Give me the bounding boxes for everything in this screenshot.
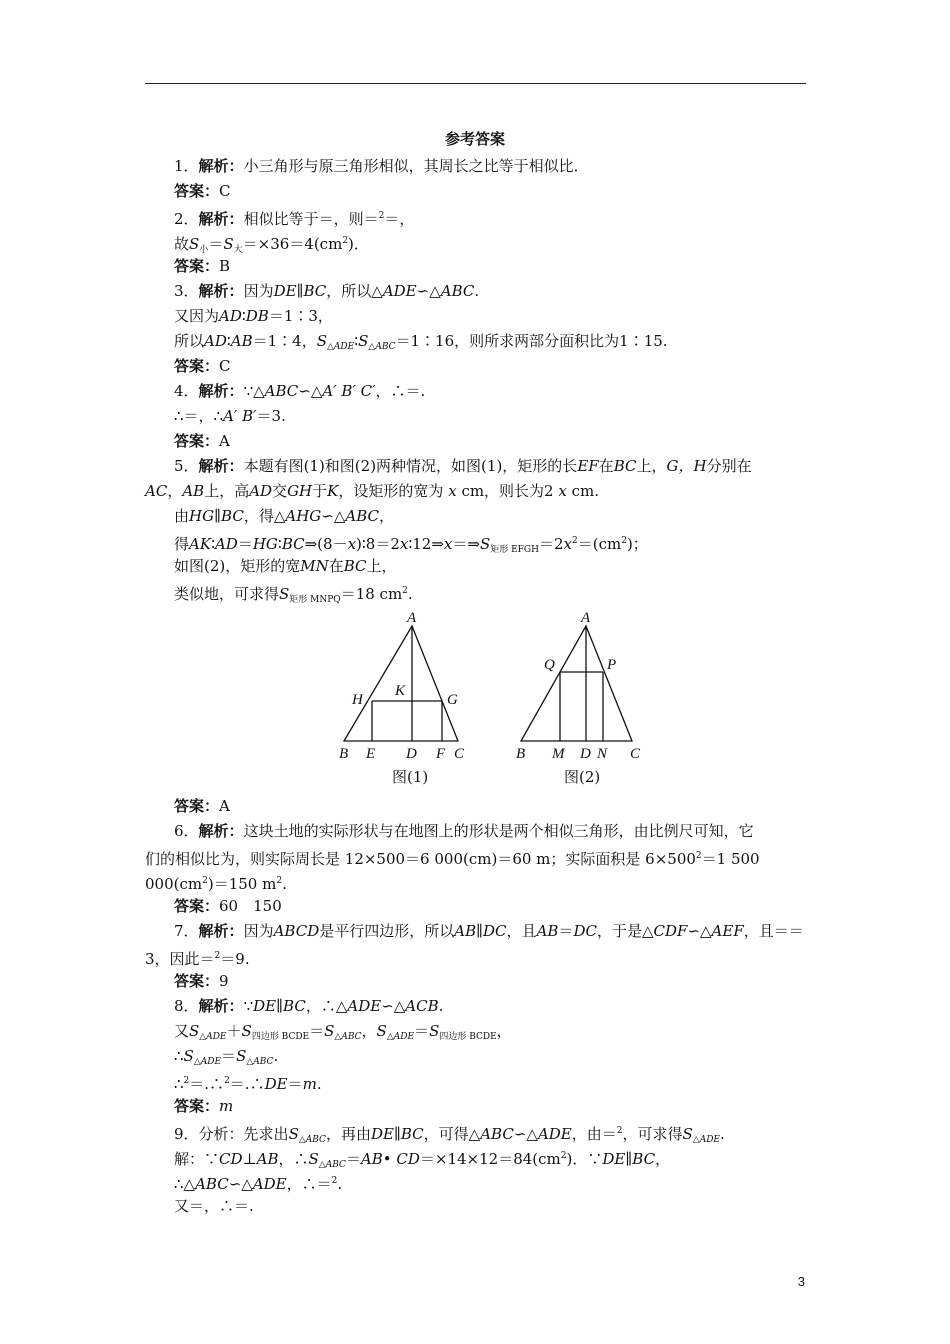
q5-answer: 答案：A	[174, 797, 230, 815]
figure-2	[521, 626, 632, 741]
q6-analysis: 6．解析：这块土地的实际形状与在地图上的形状是两个相似三角形，由比例尺可知，它	[174, 822, 754, 840]
fig1-label-A: A	[407, 610, 417, 626]
fig2-label-A: A	[581, 610, 591, 626]
geometry-figures	[330, 610, 650, 790]
q5-line4: 得$AK∶AD=HG∶BC\Rightarrow(8-x)∶8=2x∶12\Rightarrow x=\Rightarrow S_{矩形 EFGH}=2x^2=(cm^2)$；	[174, 535, 648, 555]
fig1-label-G: G	[447, 692, 458, 708]
q3-line3: 所以AD∶AB＝1∶4，$S_{\triangle ADE}∶S_{\triangle ABC}=1∶16$，则所求两部分面积比为1∶15.	[174, 332, 668, 352]
page-title: 参考答案	[444, 130, 505, 148]
q5-line3: 由HG∥BC，得△AHG∽△ABC，	[174, 507, 395, 525]
fig1-label-D: D	[406, 746, 417, 762]
fig1-label-F: F	[436, 746, 446, 762]
fig1-label-B: B	[339, 746, 349, 762]
q5-line6: 类似地，可求得$S_{矩形 MNPQ}=18$ $cm^2$.	[174, 585, 413, 605]
fig1-caption: 图(1)	[392, 768, 429, 786]
q8-analysis: 8．解析：∵DE∥BC，∴△ADE∽△ACB.	[174, 997, 444, 1015]
q2-answer: 答案：B	[174, 257, 231, 275]
q8-line2: 又$S_{\triangle ADE}+S_{四边形 BCDE}=S_{\triangle ABC}$，$S_{\triangle ADE}=S_{四边形 BCDE}$，	[174, 1022, 512, 1042]
page-number: 3	[797, 1274, 805, 1289]
q5-line5: 如图(2)，矩形的宽MN在BC上，	[174, 557, 397, 575]
fig2-triangle	[521, 626, 632, 741]
q2-line2: 故$S_小=S_大=\times 36=4(cm^2)$．	[174, 235, 369, 255]
q9-solution: 解：∵CD⊥AB，$\therefore S_{\triangle ABC}=AB•$ $CD=\times 14\times 12=84(cm^2)$．∵DE∥BC，	[174, 1150, 671, 1170]
q9-line3: ∴△ABC∽△ADE，∴＝$^2$.	[174, 1175, 343, 1193]
q4-answer: 答案：A	[174, 432, 230, 450]
q5-analysis: 5．解析：本题有图(1)和图(2)两种情况，如图(1)，矩形的长EF在BC上，G，H分别在	[174, 457, 752, 475]
q6-answer: 答案：60 150	[174, 897, 282, 915]
fig2-label-B: B	[516, 746, 526, 762]
q8-line4: ∴$^2$＝.∴$^2$＝.∴DE＝m.	[174, 1075, 322, 1093]
q7-line2: 3，因此＝$^2$＝9.	[145, 950, 250, 968]
q8-line3: $\therefore S_{\triangle ADE}=S_{\triangle ABC}$.	[174, 1047, 279, 1067]
fig1-label-K: K	[395, 683, 406, 699]
q6-line2: 们的相似比为，则实际周长是 12×500＝6 000(cm)＝60 m；实际面积是 $6\times 500^2=1$ 500	[145, 850, 760, 868]
q7-analysis: 7．解析：因为ABCD是平行四边形，所以AB∥DC，且AB＝DC，于是△CDF∽△AEF，且＝＝	[174, 922, 804, 940]
q7-answer: 答案：9	[174, 972, 229, 990]
q3-answer: 答案：C	[174, 357, 231, 375]
fig2-label-M: M	[552, 746, 565, 762]
fig2-label-P: P	[607, 657, 617, 673]
header-rule	[145, 83, 806, 84]
fig2-caption: 图(2)	[564, 768, 601, 786]
q5-line2: AC，AB上，高AD交GH于K，设矩形的宽为 x cm，则长为2 x cm.	[145, 482, 600, 500]
q3-line2: 又因为AD∶DB＝1∶3，	[174, 307, 333, 325]
figures-svg	[330, 610, 650, 790]
q8-answer: 答案：m	[174, 1097, 234, 1115]
q4-line2: ∴＝，∴A′ B′＝3.	[174, 407, 286, 425]
q1-analysis: 1．解析：小三角形与原三角形相似，其周长之比等于相似比．	[174, 157, 589, 175]
q9-line4: 又＝，∴＝.	[174, 1197, 254, 1215]
fig2-label-D: D	[580, 746, 591, 762]
q6-line3: $000(cm^2)=150$ $m^2$.	[145, 875, 287, 893]
q9-analysis: 9．分析：先求出$S_{\triangle ABC}$，再由DE∥BC，可得△ABC∽△ADE，由＝$^2$，可求得$S_{\triangle ADE}$.	[174, 1125, 725, 1145]
q3-analysis: 3．解析：因为DE∥BC，所以△ADE∽△ABC.	[174, 282, 480, 300]
fig1-label-E: E	[366, 746, 376, 762]
q2-analysis: 2．解析：相似比等于＝，则＝$^2$＝，	[174, 210, 415, 228]
fig2-label-C: C	[630, 746, 641, 762]
fig1-label-C: C	[454, 746, 465, 762]
q4-analysis: 4．解析：∵△ABC∽△A′ B′ C′，∴＝.	[174, 382, 426, 400]
fig2-label-N: N	[597, 746, 608, 762]
fig1-label-H: H	[352, 692, 363, 708]
q1-answer: 答案：C	[174, 182, 231, 200]
fig2-label-Q: Q	[544, 657, 555, 673]
